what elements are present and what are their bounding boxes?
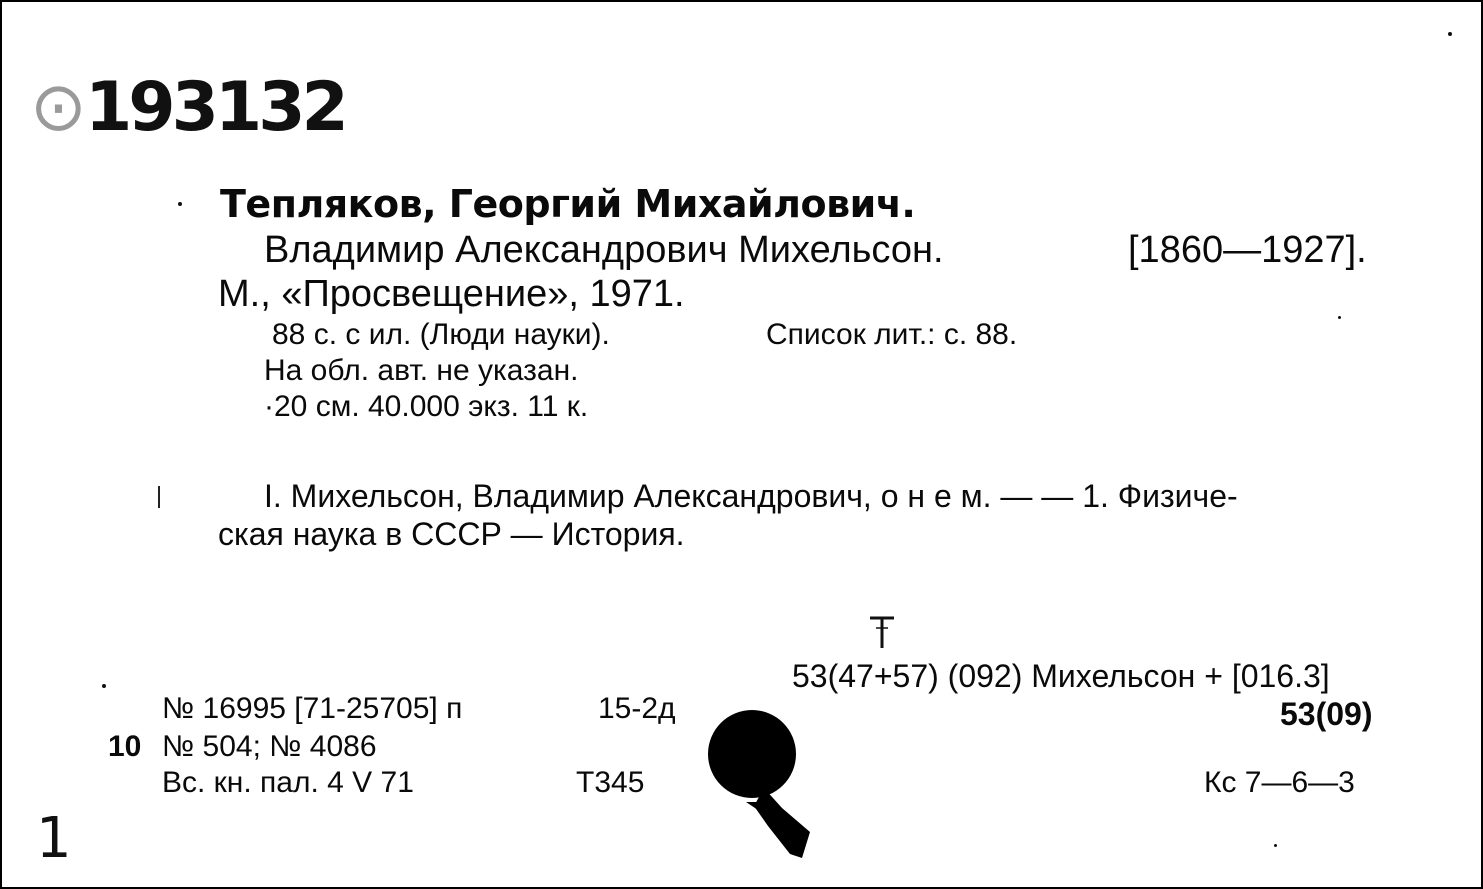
imprint: М., «Просвещение», 1971. bbox=[218, 273, 685, 315]
handwritten-accession-number bbox=[30, 68, 345, 147]
subject-dates: [1860—1927]. bbox=[1128, 229, 1367, 271]
ink-blot-icon bbox=[706, 706, 816, 866]
card-code: Кс 7—6—3 bbox=[1204, 766, 1355, 799]
speck-dot bbox=[102, 684, 106, 688]
book-title: Владимир Александрович Михельсон. bbox=[264, 229, 944, 271]
book-chamber-code: Т345 bbox=[576, 766, 645, 799]
tee-mark-icon bbox=[868, 614, 896, 650]
order-numbers: № 504; № 4086 bbox=[162, 730, 377, 763]
margin-tick bbox=[158, 486, 160, 508]
tracings-line-2: ская наука в СССР — История. bbox=[218, 516, 685, 552]
book-chamber-record: Вс. кн. пал. 4 V 71 bbox=[162, 766, 414, 799]
registry-number: № 16995 [71-25705] п bbox=[162, 692, 463, 725]
physical-description: 88 с. с ил. (Люди науки). bbox=[272, 318, 610, 351]
accession-number-text: 193132 bbox=[84, 68, 345, 147]
speck-dot bbox=[1338, 316, 1341, 319]
speck-dot bbox=[1274, 844, 1277, 847]
classification-index-secondary: 53(09) bbox=[1280, 696, 1373, 732]
classification-index: 53(47+57) (092) Михельсон + [016.3] bbox=[792, 658, 1330, 694]
size-edition-price: ·20 см. 40.000 экз. 11 к. bbox=[264, 390, 589, 423]
bibliography-note: Список лит.: с. 88. bbox=[766, 318, 1018, 351]
library-stamp-mark: ⊙ bbox=[30, 68, 83, 147]
tracings-line-1: I. Михельсон, Владимир Александрович, о н е м. — — 1. Физиче- bbox=[264, 478, 1238, 514]
registry-code: 15-2д bbox=[598, 692, 676, 725]
copy-count: 10 bbox=[108, 730, 142, 763]
speck-dot bbox=[1448, 32, 1452, 36]
handwritten-mark: 1 bbox=[36, 806, 72, 871]
speck-dot bbox=[178, 202, 182, 206]
author-note: На обл. авт. не указан. bbox=[264, 354, 579, 387]
author-heading: Тепляков, Георгий Михайлович. bbox=[220, 182, 916, 226]
